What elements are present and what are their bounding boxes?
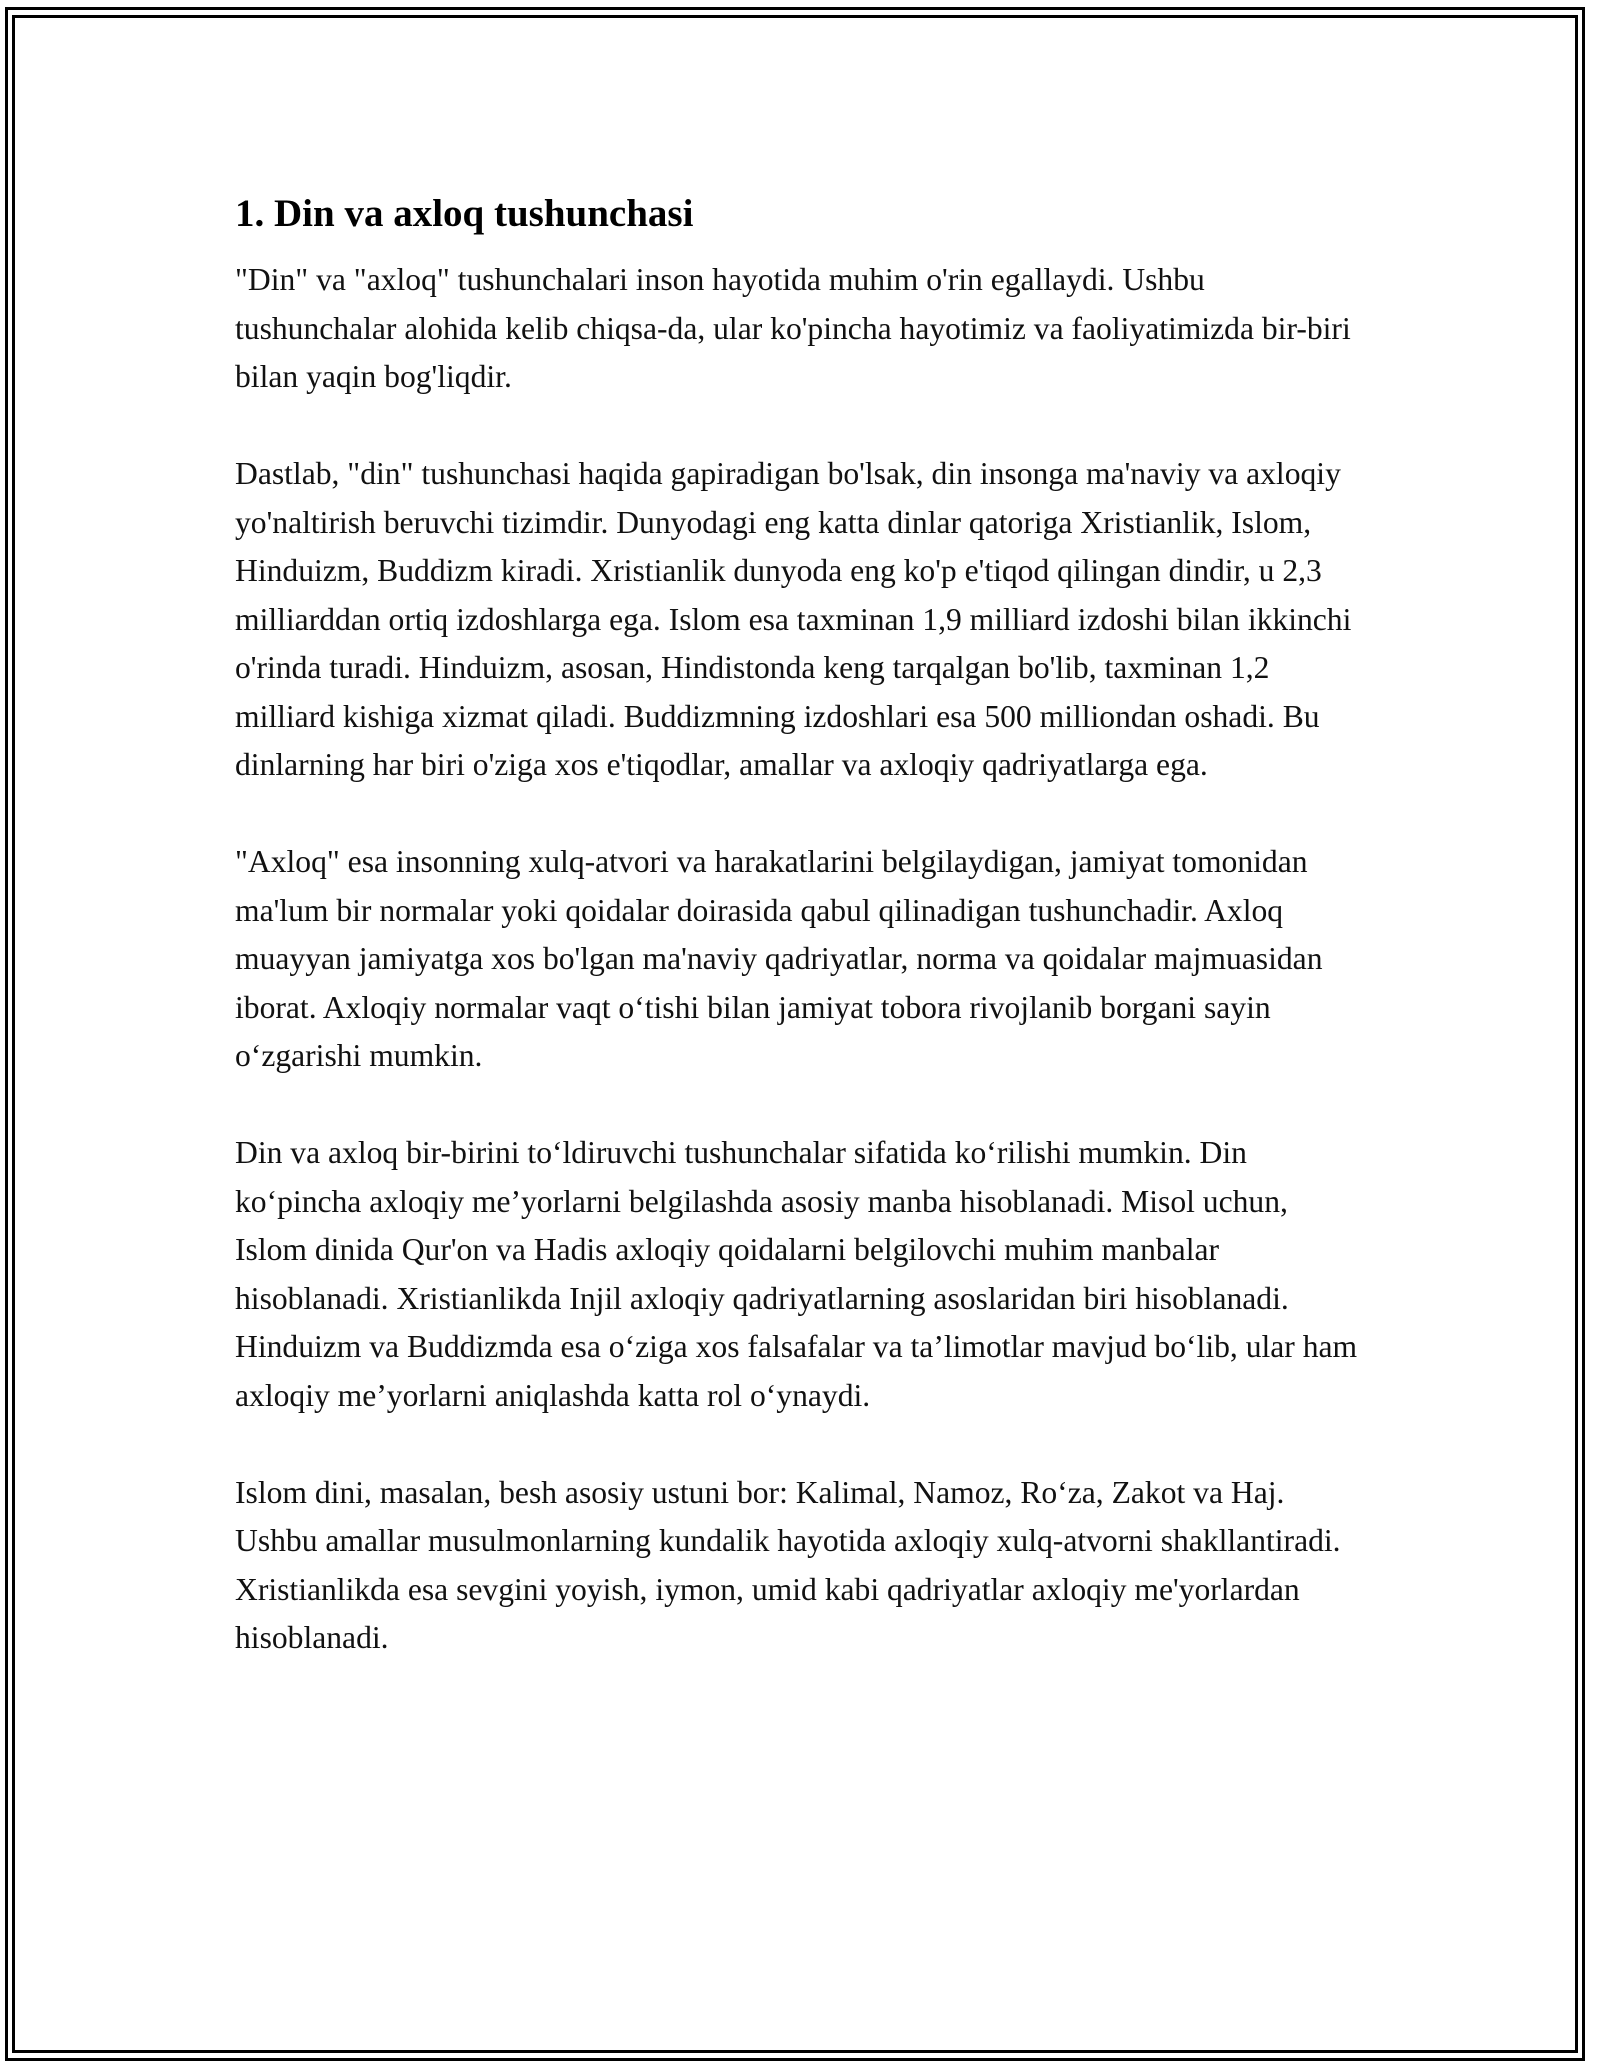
- paragraph-ethics: "Axloq" esa insonning xulq-atvori va harakatlarini belgilaydigan, jamiyat tomonidan ma'lum bir normalar yoki qoidalar doirasida qabul qilinadigan tushunchadir. Axloq muayyan jamiyatga xos bo'lgan ma'naviy qadriyatlar, norma va qoidalar majmuasidan iborat. Axloqiy normalar vaqt o‘tishi bilan jamiyat tobora rivojlanib borgani sayin o‘zgarishi mumkin.: [235, 844, 1323, 1073]
- document-body: [235, 186, 1365, 1711]
- paragraph-relation: Din va axloq bir-birini to‘ldiruvchi tushunchalar sifatida ko‘rilishi mumkin. Din ko‘pincha axloqiy me’yorlarni belgilashda asosiy manba hisoblanadi. Misol uchun, Islom dinida Qur'on va Hadis axloqiy qoidalarni belgilovchi muhim manbalar hisoblanadi. Xristianlikda Injil axloqiy qadriyatlarning asoslaridan biri hisoblanadi. Hinduizm va Buddizmda esa o‘ziga xos falsafalar va ta’limotlar mavjud bo‘lib, ular ham axloqiy me’yorlarni aniqlashda katta rol o‘ynaydi.: [235, 1135, 1358, 1413]
- section-heading: 1. Din va axloq tushunchasi: [235, 192, 694, 235]
- paragraph-examples: Islom dini, masalan, besh asosiy ustuni bor: Kalimal, Namoz, Ro‘za, Zakot va Haj. Ushbu amallar musulmonlarning kundalik hayotida axloqiy xulq-atvorni shakllantiradi. Xristianlikda esa sevgini yoyish, iymon, umid kabi qadriyatlar axloqiy me'yorlardan hisoblanadi.: [235, 1474, 1341, 1655]
- paragraph-intro: "Din" va "axloq" tushunchalari inson hayotida muhim o'rin egallaydi. Ushbu tushunchalar alohida kelib chiqsa-da, ular ko'pincha hayotimiz va faoliyatimizda bir-biri bilan yaqin bog'liqdir.: [235, 262, 1351, 394]
- paragraph-religion: Dastlab, "din" tushunchasi haqida gapiradigan bo'lsak, din insonga ma'naviy va axloqiy yo'naltirish beruvchi tizimdir. Dunyodagi eng katta dinlar qatoriga Xristianlik, Islom, Hinduizm, Buddizm kiradi. Xristianlik dunyoda eng ko'p e'tiqod qilingan dindir, u 2,3 milliarddan ortiq izdoshlarga ega. Islom esa taxminan 1,9 milliard izdoshi bilan ikkinchi o'rinda turadi. Hinduizm, asosan, Hindistonda keng tarqalgan bo'lib, taxminan 1,2 milliard kishiga xizmat qiladi. Buddizmning izdoshlari esa 500 milliondan oshadi. Bu dinlarning har biri o'ziga xos e'tiqodlar, amallar va axloqiy qadriyatlarga ega.: [235, 456, 1352, 782]
